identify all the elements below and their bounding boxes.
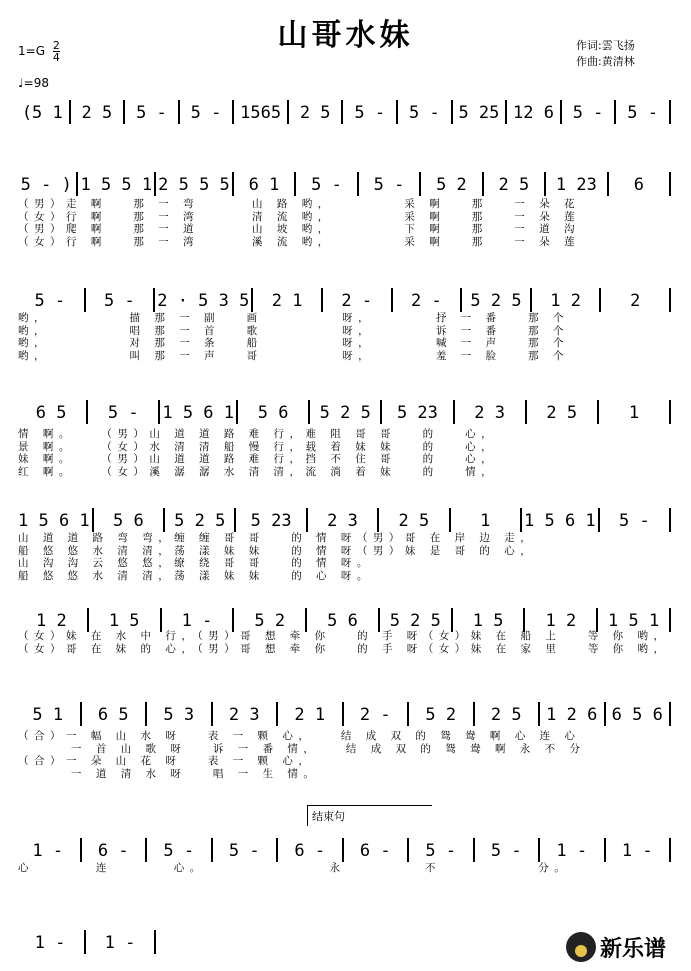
bar-line — [160, 608, 162, 632]
measure: 2 5 — [490, 705, 522, 725]
time-signature — [53, 40, 60, 63]
lyric-line: 哟， 对 那 一 条 船 呀， 喊 一 声 那 个 — [18, 337, 569, 349]
lyric-line: 哟， 叫 那 一 声 哥 呀， 羞 一 脸 那 个 — [18, 349, 569, 362]
bar-line — [232, 172, 234, 196]
time-top: 2 — [52, 39, 60, 52]
bar-line — [80, 702, 82, 726]
bar-line — [614, 100, 616, 124]
lyric-line: 山 沟 沟 云 悠 悠，缭 绕 哥 哥 的 情 呀。 — [18, 557, 373, 569]
lyric-line: （男）走 啊 那 一 弯 山 路 哟， 采 啊 那 一 朵 花 — [18, 198, 580, 210]
measure: 6 5 — [35, 403, 67, 423]
measure: 5 3 — [163, 705, 195, 725]
measure: 5 2 — [436, 175, 467, 195]
staff-line — [18, 930, 158, 954]
measure: 5 23 — [250, 511, 292, 531]
bar-line — [669, 100, 671, 124]
measure: 1 - — [556, 841, 588, 861]
measure: 1 5 — [472, 611, 504, 631]
measure: 2 3 — [474, 403, 505, 423]
bar-line — [123, 100, 125, 124]
bar-line — [396, 100, 398, 124]
measure: 2 5 — [498, 175, 530, 195]
bar-line — [76, 172, 78, 196]
bar-line — [604, 702, 606, 726]
staff-line — [18, 100, 673, 124]
lyric-line: （女）妹 在 水 中 行，（男）哥 想 牵 你 的 手 呀（女）妹 在 船 上 等 你 哟， — [18, 630, 670, 642]
measure: 1 - — [104, 933, 136, 953]
measure: 1 - — [181, 611, 213, 631]
measure: 1 2 — [550, 291, 581, 311]
measure: 2 1 — [294, 705, 326, 725]
measure: 5 - — [490, 841, 522, 861]
measure: 1 2 — [545, 611, 577, 631]
measure: 5 - — [425, 841, 457, 861]
tempo-marking: ♩=98 — [18, 76, 49, 90]
ending-label: 结束句 — [307, 805, 432, 826]
bar-line — [597, 400, 599, 424]
lyric-line: 情 啊。 （男）山 道 道 路 难 行，难 阻 哥 哥 的 心， — [18, 428, 498, 440]
bar-line — [453, 400, 455, 424]
bar-line — [607, 172, 609, 196]
bar-line — [482, 172, 484, 196]
bar-line — [604, 838, 606, 862]
measure: 6 — [633, 175, 644, 195]
bar-line — [669, 608, 671, 632]
bar-line — [669, 172, 671, 196]
bar-line — [407, 702, 409, 726]
measure: 2 5 — [546, 403, 578, 423]
bar-line — [669, 508, 671, 532]
measure: 5 6 — [257, 403, 289, 423]
measure: 1 - — [32, 841, 64, 861]
bar-line — [451, 100, 453, 124]
measure: 5 - — [572, 103, 604, 123]
staff-line — [18, 838, 673, 862]
staff-line — [18, 400, 673, 424]
measure: 6 5 — [97, 705, 129, 725]
bar-line — [596, 608, 598, 632]
measure: 2 - — [359, 705, 391, 725]
key-label: 1=G — [18, 44, 45, 58]
bar-line — [342, 838, 344, 862]
bar-line — [505, 100, 507, 124]
bar-line — [308, 400, 310, 424]
bar-line — [154, 172, 156, 196]
bar-line — [178, 100, 180, 124]
measure: 1565 — [240, 103, 282, 123]
measure: 5 - — [136, 103, 167, 123]
measure: 1 — [628, 403, 640, 423]
measure: 6 1 — [248, 175, 280, 195]
bar-line — [305, 608, 307, 632]
bar-line — [525, 400, 527, 424]
lyric-line: （女）行 啊 那 一 湾 清 流 哟， 采 啊 那 一 朵 莲 — [18, 210, 580, 223]
bar-line — [80, 838, 82, 862]
bar-line — [153, 288, 155, 312]
bar-line — [473, 838, 475, 862]
measure: 5 - — [354, 103, 386, 123]
bar-line — [669, 288, 671, 312]
credits — [576, 38, 635, 70]
measure: 5 2 — [254, 611, 286, 631]
bar-line — [163, 508, 165, 532]
lyric-line: 船 悠 悠 水 清 清，荡 漾 妹 妹 的 心 呀。 — [18, 569, 373, 582]
lyric-line: 船 悠 悠 水 清 清，荡 漾 妹 妹 的 情 呀（男）妹 是 哥 的 心， — [18, 544, 537, 557]
measure: 2 · 5 3 5 — [157, 291, 250, 311]
bar-line — [84, 930, 86, 954]
measure: 1 5 6 1 — [524, 511, 596, 531]
measure: 5 23 — [396, 403, 438, 423]
measure: 1 - — [34, 933, 66, 953]
bar-line — [538, 838, 540, 862]
bar-line — [599, 288, 601, 312]
bar-line — [154, 930, 156, 954]
bar-line — [407, 838, 409, 862]
bar-line — [449, 508, 451, 532]
measure: 1 23 — [555, 175, 597, 195]
measure: 1 5 6 1 — [18, 511, 90, 531]
bar-line — [145, 702, 147, 726]
bar-line — [451, 608, 453, 632]
bar-line — [342, 702, 344, 726]
measure: 2 — [630, 291, 641, 311]
bar-line — [419, 172, 421, 196]
measure: (5 1 — [21, 103, 63, 123]
measure: 5 1 — [32, 705, 64, 725]
bar-line — [669, 702, 671, 726]
site-logo — [566, 928, 686, 966]
bar-line — [669, 838, 671, 862]
measure: 5 - — [104, 291, 135, 311]
time-bottom: 4 — [52, 51, 60, 64]
lyric-line: 山 道 道 路 弯 弯，缠 缠 哥 哥 的 情 呀（男）哥 在 岸 边 走， — [18, 532, 537, 544]
bar-line — [211, 702, 213, 726]
bar-line — [84, 288, 86, 312]
lyric-line: 心 连 心。 永 不 分。 — [18, 862, 571, 874]
bar-line — [560, 100, 562, 124]
lyric-line: 哟， 唱 那 一 首 歌 呀， 诉 一 番 那 个 — [18, 324, 569, 337]
bar-line — [377, 508, 379, 532]
measure: 5 2 — [425, 705, 457, 725]
lyric-line: 哟， 描 那 一 副 画 呀， 抒 一 番 那 个 — [18, 312, 569, 324]
lyric-line: 一 首 山 歌 呀 诉 一 番 情， 结 成 双 的 鸳 鸯 啊 永 不 分 — [18, 742, 586, 755]
measure: 5 6 — [327, 611, 358, 631]
bar-line — [306, 508, 308, 532]
bar-line — [544, 172, 546, 196]
measure: 1 2 — [36, 611, 67, 631]
measure: 6 - — [97, 841, 129, 861]
bar-line — [321, 288, 323, 312]
bar-line — [341, 100, 343, 124]
measure: 2 - — [411, 291, 442, 311]
measure: 1 2 6 — [546, 705, 598, 725]
measure: 5 - — [228, 841, 260, 861]
bar-line — [92, 508, 94, 532]
measure: 5 - — [107, 403, 139, 423]
bar-line — [86, 400, 88, 424]
measure: 1 - — [621, 841, 653, 861]
measure: 5 - — [163, 841, 195, 861]
measure: 5 - ) — [20, 175, 72, 195]
lyricist: 作词:雲飞扬 — [576, 39, 635, 52]
measure: 2 - — [341, 291, 373, 311]
measure: 1 5 1 — [608, 611, 660, 631]
bar-line — [473, 702, 475, 726]
bar-line — [158, 400, 160, 424]
lyric-line: （女）哥 在 妹 的 心，（男）哥 想 牵 你 的 手 呀（女）妹 在 家 里 等 你 哟， — [18, 642, 670, 655]
measure: 6 - — [359, 841, 391, 861]
bar-line — [460, 288, 462, 312]
measure: 5 - — [311, 175, 342, 195]
lyric-line: （合）一 朵 山 花 呀 表 一 颗 心， — [18, 755, 315, 767]
bar-line — [669, 400, 671, 424]
measure: 6 - — [294, 841, 326, 861]
measure: 2 5 — [398, 511, 430, 531]
bar-line — [378, 608, 380, 632]
bar-line — [251, 288, 253, 312]
measure: 5 - — [627, 103, 658, 123]
bar-line — [598, 508, 600, 532]
measure: 2 3 — [228, 705, 260, 725]
bar-line — [391, 288, 393, 312]
measure: 5 2 5 — [389, 611, 441, 631]
bar-line — [276, 702, 278, 726]
lyric-line: （男）爬 啊 那 一 道 山 坡 哟， 下 啊 那 一 道 沟 — [18, 223, 580, 235]
measure: 2 3 — [327, 511, 358, 531]
bar-line — [232, 100, 234, 124]
measure: 5 2 5 — [319, 403, 371, 423]
measure: 5 - — [373, 175, 405, 195]
measure: 2 5 — [299, 103, 331, 123]
lyric-line: （合）一 幅 山 水 呀 表 一 颗 心， 结 成 双 的 鸳 鸯 啊 心 连 心 — [18, 730, 581, 742]
measure: 1 5 — [108, 611, 140, 631]
measure: 5 2 5 — [470, 291, 522, 311]
measure: 5 - — [34, 291, 66, 311]
composer: 作曲:黄清林 — [576, 55, 635, 68]
bar-line — [520, 508, 522, 532]
staff-line — [18, 172, 673, 196]
measure: 1 5 5 1 — [80, 175, 153, 195]
bar-line — [294, 172, 296, 196]
bar-line — [234, 508, 236, 532]
bar-line — [538, 702, 540, 726]
bar-line — [276, 838, 278, 862]
bar-line — [380, 400, 382, 424]
staff-line — [18, 702, 673, 726]
lyric-line: 一 道 清 水 呀 唱 一 生 情。 — [18, 767, 320, 780]
measure: 5 2 5 — [174, 511, 226, 531]
measure: 1 — [480, 511, 491, 531]
key-signature — [18, 40, 60, 63]
bar-line — [236, 400, 238, 424]
bar-line — [523, 608, 525, 632]
logo-text: 新乐谱 — [600, 937, 667, 962]
measure: 2 5 5 5 — [158, 175, 230, 195]
bar-line — [87, 608, 89, 632]
measure: 5 - — [408, 103, 440, 123]
measure: 1 5 6 1 — [162, 403, 234, 423]
bar-line — [145, 838, 147, 862]
measure: 6 5 6 — [611, 705, 663, 725]
lyric-line: 红 啊。 （女）溪 潺 潺 水 清 清，流 淌 着 妹 的 情， — [18, 465, 498, 478]
bar-line — [211, 838, 213, 862]
bar-line — [69, 100, 71, 124]
measure: 5 - — [190, 103, 222, 123]
lyric-line: 妹 啊。 （男）山 道 道 路 难 行，挡 不 住 哥 的 心， — [18, 453, 498, 465]
measure: 12 6 — [513, 103, 554, 123]
measure: 5 25 — [458, 103, 500, 123]
record-icon — [566, 932, 596, 962]
bar-line — [232, 608, 234, 632]
measure: 5 - — [618, 511, 650, 531]
staff-line — [18, 608, 673, 632]
song-title: 山哥水妹 — [277, 18, 414, 53]
measure: 2 5 — [81, 103, 113, 123]
staff-line — [18, 508, 673, 532]
bar-line — [287, 100, 289, 124]
staff-line — [18, 288, 673, 312]
lyric-line: （女）行 啊 那 一 湾 溪 流 哟， 采 啊 那 一 朵 莲 — [18, 235, 580, 248]
measure: 5 6 — [112, 511, 144, 531]
measure: 2 1 — [271, 291, 303, 311]
bar-line — [530, 288, 532, 312]
bar-line — [357, 172, 359, 196]
lyric-line: 景 啊。 （女）水 清 清 船 慢 行，载 着 妹 妹 的 心， — [18, 440, 498, 453]
